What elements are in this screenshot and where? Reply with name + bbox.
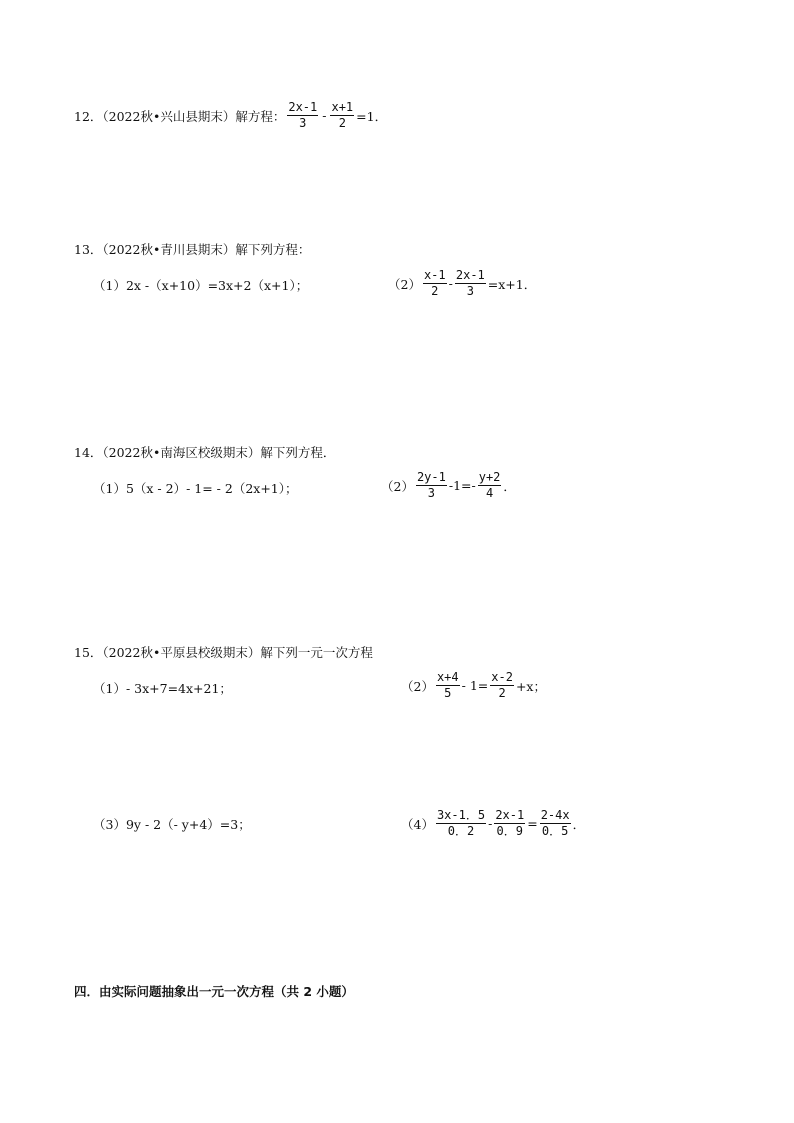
question-15-part-1: （1）- 3x+7=4x+21； xyxy=(93,681,232,696)
q12-stem: 12．（2022秋•兴山县期末）解方程： xyxy=(74,108,286,124)
question-14-part-1: （1）5（x - 2）- 1= - 2（2x+1）； xyxy=(93,481,298,496)
section-4-heading: 四．由实际问题抽象出一元一次方程（共 2 小题） xyxy=(74,984,354,999)
q13-fraction-1: $\frac{x-1}{2}$ xyxy=(423,268,446,298)
q14-fraction-1: $\frac{2y-1}{3}$ xyxy=(416,470,446,500)
question-15-stem: 15．（2022秋•平原县校级期末）解下列一元一次方程 xyxy=(74,645,373,660)
q15-fraction-2: $\frac{x-2}{2}$ xyxy=(491,670,513,700)
q15-fraction-1: $\frac{x+4}{5}$ xyxy=(436,670,459,700)
q15-p4-fraction-2: $\frac{2x-1}{0.9}$ xyxy=(495,808,525,838)
q15-p4-fraction-1: $\frac{3x-1.5}{0.2}$ xyxy=(436,808,486,838)
q13-fraction-2: $\frac{2x-1}{3}$ xyxy=(455,268,485,298)
q14-fraction-2: $\frac{y+2}{4}$ xyxy=(478,470,501,500)
question-12: 12．（2022秋•兴山县期末）解方程： $\frac{2x-1}{3}$ - $\frac{x+1}{2}$ =1． xyxy=(74,100,388,130)
question-14-part-2: （2） $\frac{2y-1}{3}$ -1=- $\frac{y+2}{4}$ ． xyxy=(381,470,516,500)
q12-fraction-1: $\frac{2x-1}{3}$ xyxy=(288,100,318,130)
question-13-part-1: （1）2x -（x+10）=3x+2（x+1）； xyxy=(93,278,309,293)
question-15-part-3: （3）9y - 2（- y+4）=3； xyxy=(93,817,251,832)
question-14-stem: 14．（2022秋•南海区校级期末）解下列方程． xyxy=(74,445,336,460)
question-15-part-4: （4） $\frac{3x-1.5}{0.2}$ - $\frac{2x-1}{0.9}$ = $\frac{2-4x}{0.5}$ ． xyxy=(401,808,586,838)
question-15-part-2: （2） $\frac{x+4}{5}$ - 1= $\frac{x-2}{2}$ +x； xyxy=(401,670,546,700)
question-13-stem: 13．（2022秋•青川县期末）解下列方程： xyxy=(74,242,311,257)
q12-fraction-2: $\frac{x+1}{2}$ xyxy=(331,100,354,130)
question-13-part-2: （2） $\frac{x-1}{2}$ - $\frac{2x-1}{3}$ =x+1． xyxy=(388,268,537,298)
q15-p4-fraction-3: $\frac{2-4x}{0.5}$ xyxy=(540,808,570,838)
